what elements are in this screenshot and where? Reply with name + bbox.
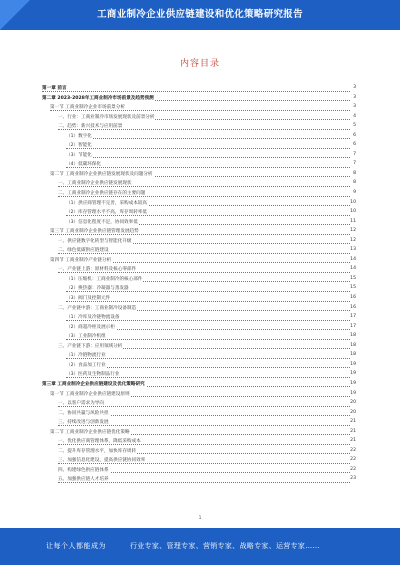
toc-entry-title: 三、加强信息化建设，提高供应链协同效率 xyxy=(58,458,146,464)
toc-entry-title: （2）智能化 xyxy=(66,143,92,149)
toc-entry[interactable] xyxy=(42,265,356,275)
toc-entry[interactable] xyxy=(42,179,356,189)
toc-leader-dots xyxy=(66,339,350,340)
toc-entry[interactable] xyxy=(42,456,356,466)
toc-entry-title: （3）节能化 xyxy=(66,152,92,158)
toc-entry[interactable] xyxy=(42,475,356,485)
toc-entry-page: 3 xyxy=(353,104,356,110)
toc-entry-title: 第二章 2023-2028年工商业制冷市场前景及趋势预测 xyxy=(42,95,154,101)
toc-entry[interactable] xyxy=(42,237,356,247)
toc-entry-title: 三、产业链下游：应用领域分析 xyxy=(58,343,123,349)
toc-entry-title: （1）冷链物流行业 xyxy=(66,353,106,359)
toc-entry-page: 12 xyxy=(350,228,356,234)
toc-entry-page: 6 xyxy=(353,142,356,148)
toc-entry-title: 第一节 工商业制冷企业市场前景分析 xyxy=(50,105,125,111)
toc-leader-dots xyxy=(66,358,350,359)
toc-entry-page: 3 xyxy=(353,85,356,90)
toc-entry-page: 11 xyxy=(350,218,356,224)
toc-entry[interactable] xyxy=(42,332,356,342)
toc-entry[interactable] xyxy=(42,409,356,419)
toc-leader-dots xyxy=(66,138,350,139)
toc-entry-page: 21 xyxy=(350,428,356,434)
toc-entry-page: 9 xyxy=(353,190,356,196)
toc-entry-title: 二、提升库存管理水平，加快库存周转 xyxy=(58,448,137,454)
toc-entry-page: 18 xyxy=(350,342,356,348)
toc-leader-dots xyxy=(42,91,350,92)
toc-entry[interactable] xyxy=(42,227,356,237)
toc-entry[interactable] xyxy=(42,361,356,371)
toc-entry-title: （1）冷库及冷链物流设备 xyxy=(66,315,120,321)
toc-entry-title: 一、优化供应商管理体系，降低采购成本 xyxy=(58,439,141,445)
toc-entry-page: 10 xyxy=(350,209,356,215)
toc-entry[interactable] xyxy=(42,84,356,94)
toc-entry-page: 10 xyxy=(350,199,356,205)
page-footer xyxy=(0,528,400,565)
toc-entry[interactable] xyxy=(42,428,356,438)
toc-entry[interactable] xyxy=(42,218,356,228)
toc-leader-dots xyxy=(66,367,350,368)
toc-entry[interactable] xyxy=(42,141,356,151)
toc-leader-dots xyxy=(66,167,350,168)
toc-entry-page: 4 xyxy=(353,113,356,119)
toc-entry-title: 五、加强供应链人才培养 xyxy=(58,477,109,483)
toc-entry-page: 22 xyxy=(350,466,356,472)
toc-entry-title: 二、产业链中游：工商业制冷设备制造 xyxy=(58,305,137,311)
toc-entry-page: 15 xyxy=(350,285,356,291)
toc-entry[interactable] xyxy=(42,113,356,123)
toc-leader-dots xyxy=(66,157,350,158)
toc-entry[interactable] xyxy=(42,351,356,361)
toc-entry-page: 8 xyxy=(353,180,356,186)
toc-entry-page: 23 xyxy=(350,476,356,482)
toc-entry-page: 19 xyxy=(350,361,356,367)
toc-entry[interactable] xyxy=(42,399,356,409)
toc-entry-title: 第三章 工商业制冷企业供应链建设及优化策略研究 xyxy=(42,381,145,387)
toc-entry-page: 12 xyxy=(350,237,356,243)
toc-entry[interactable] xyxy=(42,313,356,323)
toc-entry-title: 四、构建绿色供应链体系 xyxy=(58,467,109,473)
toc-entry[interactable] xyxy=(42,189,356,199)
footer-slogan: 让每个人都能成为 xyxy=(46,542,106,550)
toc-entry-title: 第二节 工商业制冷企业供应链发展现状及问题分析 xyxy=(50,171,153,177)
toc-entry-title: 三、持续改进与创新发展 xyxy=(58,420,109,426)
toc-entry-page: 3 xyxy=(353,94,356,100)
toc-entry-page: 19 xyxy=(350,371,356,377)
toc-entry-title: 二、绿色低碳供应链建设 xyxy=(58,248,109,254)
toc-entry[interactable] xyxy=(42,208,356,218)
toc-entry-title: （2）商超冷柜及展示柜 xyxy=(66,324,115,330)
toc-entry-title: （4）低碳环保化 xyxy=(66,162,102,168)
toc-entry-page: 15 xyxy=(350,275,356,281)
toc-entry-page: 19 xyxy=(350,390,356,396)
toc-entry[interactable] xyxy=(42,94,356,104)
toc-entry[interactable] xyxy=(42,160,356,170)
footer-expert-list: 行业专家、管理专家、营销专家、战略专家、运营专家…… xyxy=(130,542,320,550)
toc-entry[interactable] xyxy=(42,437,356,447)
toc-entry-page: 18 xyxy=(350,333,356,339)
toc-entry-title: 二、趋势：新兴技术与应用前景 xyxy=(58,124,123,130)
toc-entry[interactable] xyxy=(42,170,356,180)
toc-entry-page: 14 xyxy=(350,266,356,272)
toc-entry-title: （3）医药及生物制品行业 xyxy=(66,372,120,378)
toc-entry-title: 第二节 工商业制冷企业供应链优化策略 xyxy=(50,429,130,435)
toc-entry-page: 13 xyxy=(350,247,356,253)
toc-entry-page: 8 xyxy=(353,170,356,176)
toc-leader-dots xyxy=(66,148,350,149)
toc-entry-title: （3）阀门及控制元件 xyxy=(66,296,111,302)
toc-entry[interactable] xyxy=(42,122,356,132)
toc-entry[interactable] xyxy=(42,418,356,428)
toc-entry-page: 17 xyxy=(350,314,356,320)
toc-entry-page: 16 xyxy=(350,304,356,310)
toc-entry-page: 19 xyxy=(350,380,356,386)
toc-heading: 内容目录 xyxy=(179,59,220,69)
toc-entry-title: （2）库存管理水平不高，库存周转率低 xyxy=(66,210,148,216)
toc-entry-title: 第一章 前言 xyxy=(42,86,67,91)
toc-entry-page: 6 xyxy=(353,132,356,138)
toc-entry-title: （3）工业制冷机组 xyxy=(66,334,106,340)
toc-entry-title: （1）压缩机：工商业制冷的核心部件 xyxy=(66,276,143,282)
toc-entry-page: 20 xyxy=(350,409,356,415)
toc-entry-title: （3）信息化程度不足，协同效率低 xyxy=(66,219,138,225)
toc-entry-page: 14 xyxy=(350,256,356,262)
toc-entry[interactable] xyxy=(42,103,356,113)
toc-entry-title: 一、行业：工商业制冷市场发展现状及前景分析 xyxy=(58,114,155,120)
toc-entry-title: 第一节 工商业制冷企业供应链建设原则 xyxy=(50,391,130,397)
toc-entry-title: 二、协同共赢与风险共担 xyxy=(58,410,109,416)
table-of-contents xyxy=(42,84,356,485)
toc-entry-title: 一、以客户需求为导向 xyxy=(58,401,104,407)
toc-entry[interactable] xyxy=(42,390,356,400)
toc-entry[interactable] xyxy=(42,151,356,161)
toc-entry[interactable] xyxy=(42,342,356,352)
toc-entry-title: 一、工商业制冷企业供应链发展现状 xyxy=(58,181,132,187)
toc-entry-page: 5 xyxy=(353,123,356,129)
toc-entry-page: 16 xyxy=(350,295,356,301)
toc-entry-title: 第四节 工商业制冷产业链分析 xyxy=(50,257,112,263)
toc-entry[interactable] xyxy=(42,199,356,209)
toc-entry[interactable] xyxy=(42,246,356,256)
toc-entry-page: 20 xyxy=(350,400,356,406)
toc-entry[interactable] xyxy=(42,256,356,266)
toc-entry[interactable] xyxy=(42,275,356,285)
toc-entry[interactable] xyxy=(42,284,356,294)
toc-entry-page: 18 xyxy=(350,352,356,358)
toc-entry-page: 7 xyxy=(353,161,356,167)
toc-entry-title: （1）数字化 xyxy=(66,133,92,139)
toc-entry-title: 二、工商业制冷企业供应链存在的主要问题 xyxy=(58,191,146,197)
toc-entry[interactable] xyxy=(42,370,356,380)
toc-entry[interactable] xyxy=(42,304,356,314)
toc-entry-title: （2）食品加工行业 xyxy=(66,362,106,368)
toc-entry-page: 21 xyxy=(350,438,356,444)
toc-entry[interactable] xyxy=(42,380,356,390)
toc-entry[interactable] xyxy=(42,294,356,304)
toc-entry[interactable] xyxy=(42,132,356,142)
toc-entry-page: 22 xyxy=(350,447,356,453)
toc-entry-title: 一、供应链数字化转型与智能化升级 xyxy=(58,238,132,244)
toc-entry-page: 17 xyxy=(350,323,356,329)
toc-entry[interactable] xyxy=(42,447,356,457)
report-title: 工商业制冷企业供应链建设和优化策略研究报告 xyxy=(97,9,303,20)
toc-entry-title: 第三节 工商业制冷企业供应链管理发展趋势 xyxy=(50,229,139,235)
page-number: 1 xyxy=(198,516,202,521)
toc-entry-title: （1）供应商管理不完善，采购成本较高 xyxy=(66,200,148,206)
page-header xyxy=(0,0,400,30)
toc-entry-page: 7 xyxy=(353,151,356,157)
toc-entry-title: 一、产业链上游：原材料及核心零部件 xyxy=(58,267,137,273)
toc-entry[interactable] xyxy=(42,466,356,476)
toc-entry-page: 22 xyxy=(350,457,356,463)
toc-entry-page: 21 xyxy=(350,419,356,425)
toc-entry[interactable] xyxy=(42,323,356,333)
toc-entry-title: （2）换热器：冷凝器与蒸发器 xyxy=(66,286,129,292)
